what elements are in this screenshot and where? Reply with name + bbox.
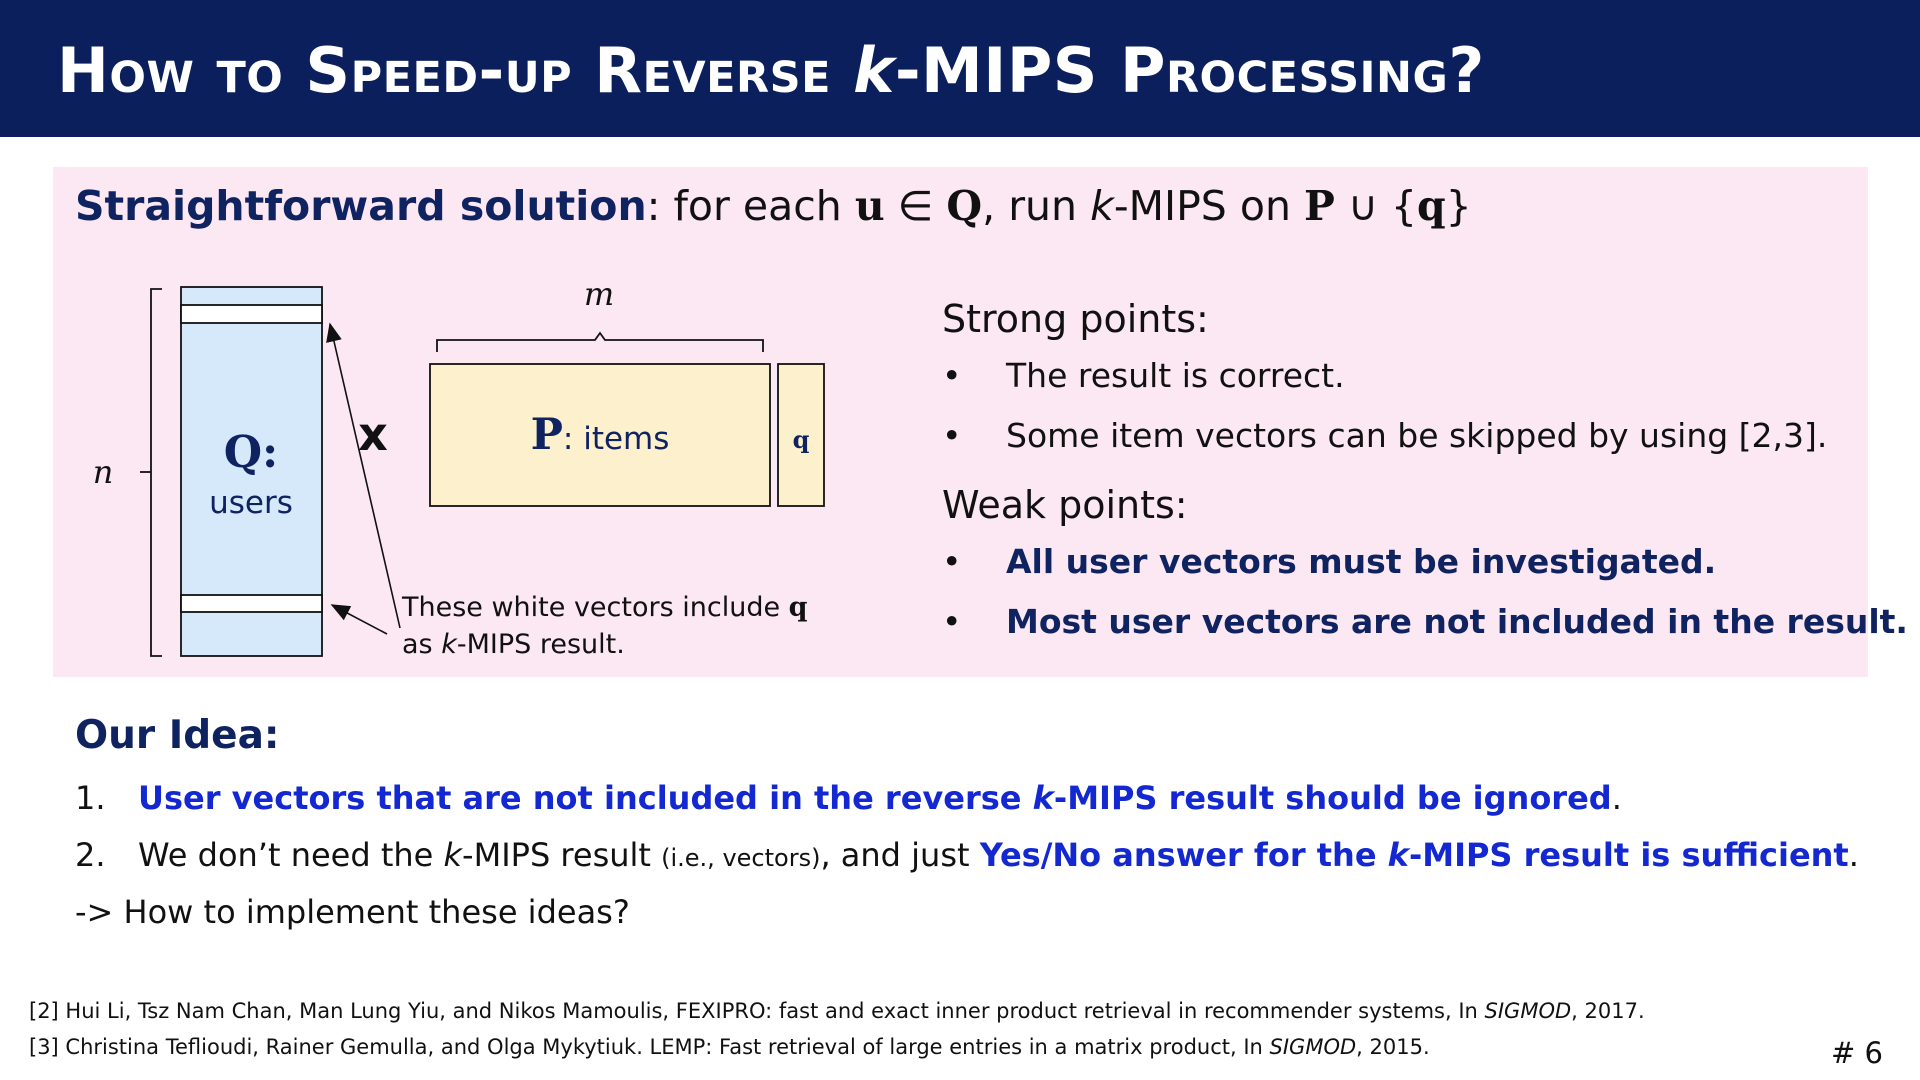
- solution-k: k: [1090, 182, 1114, 230]
- idea-followup: -> How to implement these ideas?: [75, 893, 630, 931]
- idea-item-2: 2. We don’t need the k-MIPS result (i.e., vectors), and just Yes/No answer for the k-MIPS result is sufficient.: [75, 836, 1859, 874]
- idea-item-1: 1. User vectors that are not included in the reverse k-MIPS result should be ignored.: [75, 779, 1622, 817]
- note-line2: as k-MIPS result.: [402, 629, 625, 660]
- solution-u: u: [854, 182, 885, 230]
- q-matrix-sublabel: users: [209, 485, 293, 521]
- idea-title: Our Idea:: [75, 713, 280, 758]
- multiply-icon: x: [358, 407, 388, 461]
- solution-q: q: [1416, 182, 1446, 230]
- arrow-to-bottom-row: [332, 605, 387, 634]
- solution-union: ∪ {: [1334, 182, 1417, 230]
- strong-point-1: • The result is correct.: [942, 356, 1345, 395]
- solution-text3: -MIPS on: [1113, 182, 1304, 230]
- weak-point-2: • Most user vectors are not included in the result.: [942, 602, 1908, 641]
- solution-Q: Q: [946, 182, 983, 230]
- reference-3: [3] Christina Teflioudi, Rainer Gemulla, and Olga Mykytiuk. LEMP: Fast retrieval of large entries in a matrix product, In SIGMOD, 2015.: [29, 1035, 1430, 1059]
- solution-in: ∈: [884, 182, 947, 230]
- references: [29, 993, 1645, 1065]
- title-part1: How to Speed-up Reverse: [57, 34, 854, 107]
- n-label: n: [92, 453, 114, 491]
- strong-points-heading: Strong points:: [942, 297, 1209, 341]
- m-brace: [437, 333, 763, 352]
- solution-label: Straightforward solution: [75, 182, 647, 230]
- q-white-row-top: [181, 305, 322, 323]
- q-matrix-label: Q:: [223, 427, 279, 478]
- solution-close: }: [1445, 182, 1472, 230]
- m-label: m: [583, 275, 615, 313]
- title-part2: -MIPS Processing?: [894, 34, 1485, 107]
- q-vector-label: q: [792, 425, 810, 454]
- weak-points-heading: Weak points:: [942, 483, 1188, 527]
- points-panel: [942, 292, 1908, 652]
- weak-point-1: • All user vectors must be investigated.: [942, 542, 1717, 581]
- page-number: # 6: [1831, 1036, 1883, 1070]
- strong-point-2: • Some item vectors can be skipped by using [2,3].: [942, 416, 1828, 455]
- n-bracket: [151, 289, 162, 656]
- matrix-diagram: [0, 0, 900, 700]
- arrow-to-top-row: [330, 324, 400, 628]
- solution-P: P: [1303, 182, 1335, 230]
- solution-text1: : for each: [646, 182, 855, 230]
- q-white-row-bottom: [181, 595, 322, 612]
- idea-list: [75, 770, 1875, 941]
- p-matrix-label: P: items: [530, 410, 670, 460]
- note-line1: These white vectors include q: [402, 592, 808, 623]
- solution-text2: , run: [982, 182, 1091, 230]
- reference-2: [2] Hui Li, Tsz Nam Chan, Man Lung Yiu, and Nikos Mamoulis, FEXIPRO: fast and exact inner product retrieval in recommender systems, In SIGMOD, 2017.: [29, 999, 1645, 1023]
- title-k: k: [853, 34, 895, 107]
